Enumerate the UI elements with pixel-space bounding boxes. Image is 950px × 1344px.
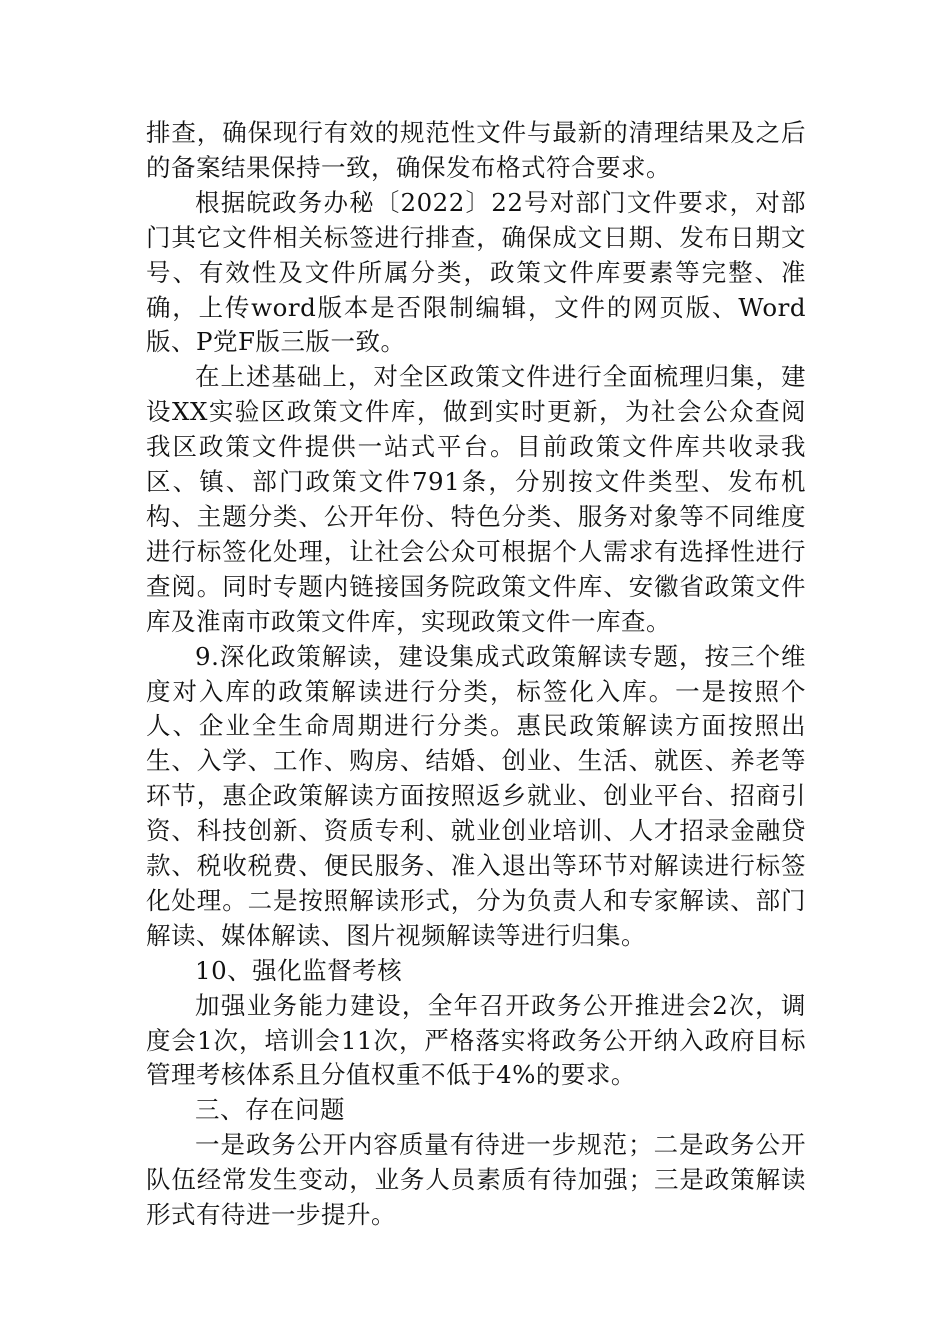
- paragraph-continuation: 排查，确保现行有效的规范性文件与最新的清理结果及之后的备案结果保持一致，确保发布格式符合要求。: [146, 118, 806, 182]
- section-heading-problems: 三、存在问题: [195, 1095, 345, 1125]
- paragraph-supervision: 加强业务能力建设，全年召开政务公开推进会2次，调度会1次，培训会11次，严格落实将政务公开纳入政府目标管理考核体系且分值权重不低于4%的要求。: [146, 990, 806, 1090]
- section-heading-supervision: 10、强化监督考核: [195, 955, 403, 985]
- paragraph-tag-check: 根据皖政务办秘〔2022〕22号对部门文件要求，对部门其它文件相关标签进行排查，确保成文日期、发布日期文号、有效性及文件所属分类，政策文件库要素等完整、准确，上传word版本是否限制编辑，文件的网页版、Word版、P党F版三版一致。: [146, 187, 806, 357]
- paragraph-policy-interpretation: 9.深化政策解读，建设集成式政策解读专题，按三个维度对入库的政策解读进行分类，标签化入库。一是按照个人、企业全生命周期进行分类。惠民政策解读方面按照出生、入学、工作、购房、结婚、创业、生活、就医、养老等环节，惠企政策解读方面按照返乡就业、创业平台、招商引资、科技创新、资质专利、就业创业培训、人才招录金融贷款、税收税费、便民服务、准入退出等环节对解读进行标签化处理。二是按照解读形式，分为负责人和专家解读、部门解读、媒体解读、图片视频解读等进行归集。: [146, 641, 806, 950]
- document-body: [146, 116, 806, 1233]
- paragraph-policy-library: 在上述基础上，对全区政策文件进行全面梳理归集，建设XX实验区政策文件库，做到实时更新，为社会公众查阅我区政策文件提供一站式平台。目前政策文件库共收录我区、镇、部门政策文件791条，分别按文件类型、发布机构、主题分类、公开年份、特色分类、服务对象等不同维度进行标签化处理，让社会公众可根据个人需求有选择性进行查阅。同时专题内链接国务院政策文件库、安徽省政策文件库及淮南市政策文件库，实现政策文件一库查。: [146, 362, 806, 636]
- paragraph-problems: 一是政务公开内容质量有待进一步规范；二是政务公开队伍经常发生变动，业务人员素质有待加强；三是政策解读形式有待进一步提升。: [146, 1130, 806, 1230]
